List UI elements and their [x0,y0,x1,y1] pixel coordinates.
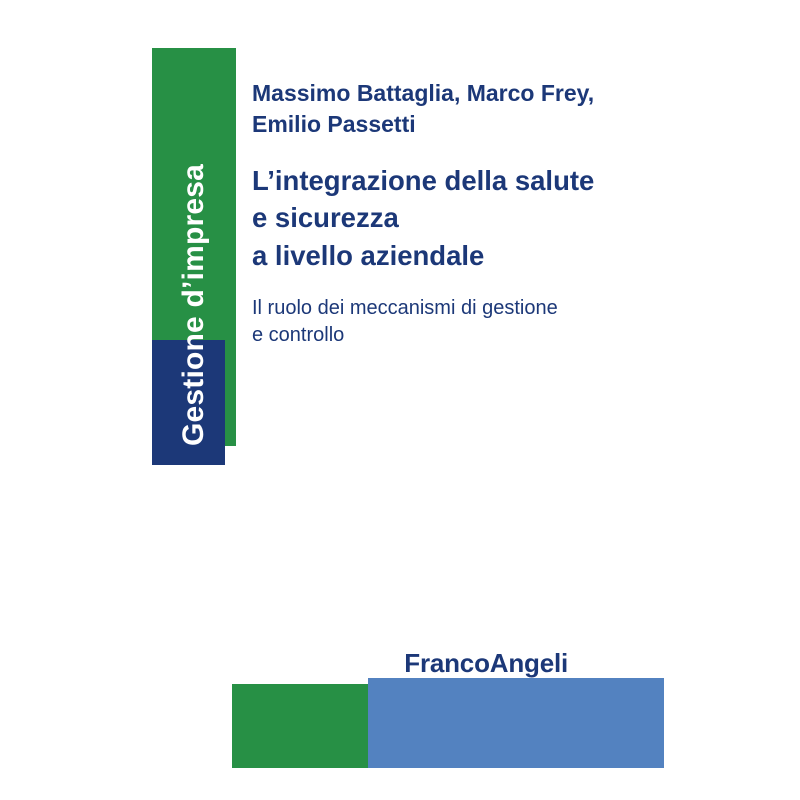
series-band-green-tail [225,48,236,446]
authors: Massimo Battaglia, Marco Frey, Emilio Passetti [252,80,595,137]
page-title: L’integrazione della salute e sicurezza a livello aziendale [252,164,595,271]
subtitle: Il ruolo dei meccanismi di gestione e controllo [252,296,558,347]
series-band-blue [152,340,225,465]
publisher-name: FrancoAngeli [404,648,568,678]
publisher-logo [232,648,568,679]
footer-bar-green [232,684,368,768]
cover-text-block [252,78,732,350]
footer-bar-blue [368,678,664,768]
series-label-text: Gestione d’impresa [177,163,210,446]
